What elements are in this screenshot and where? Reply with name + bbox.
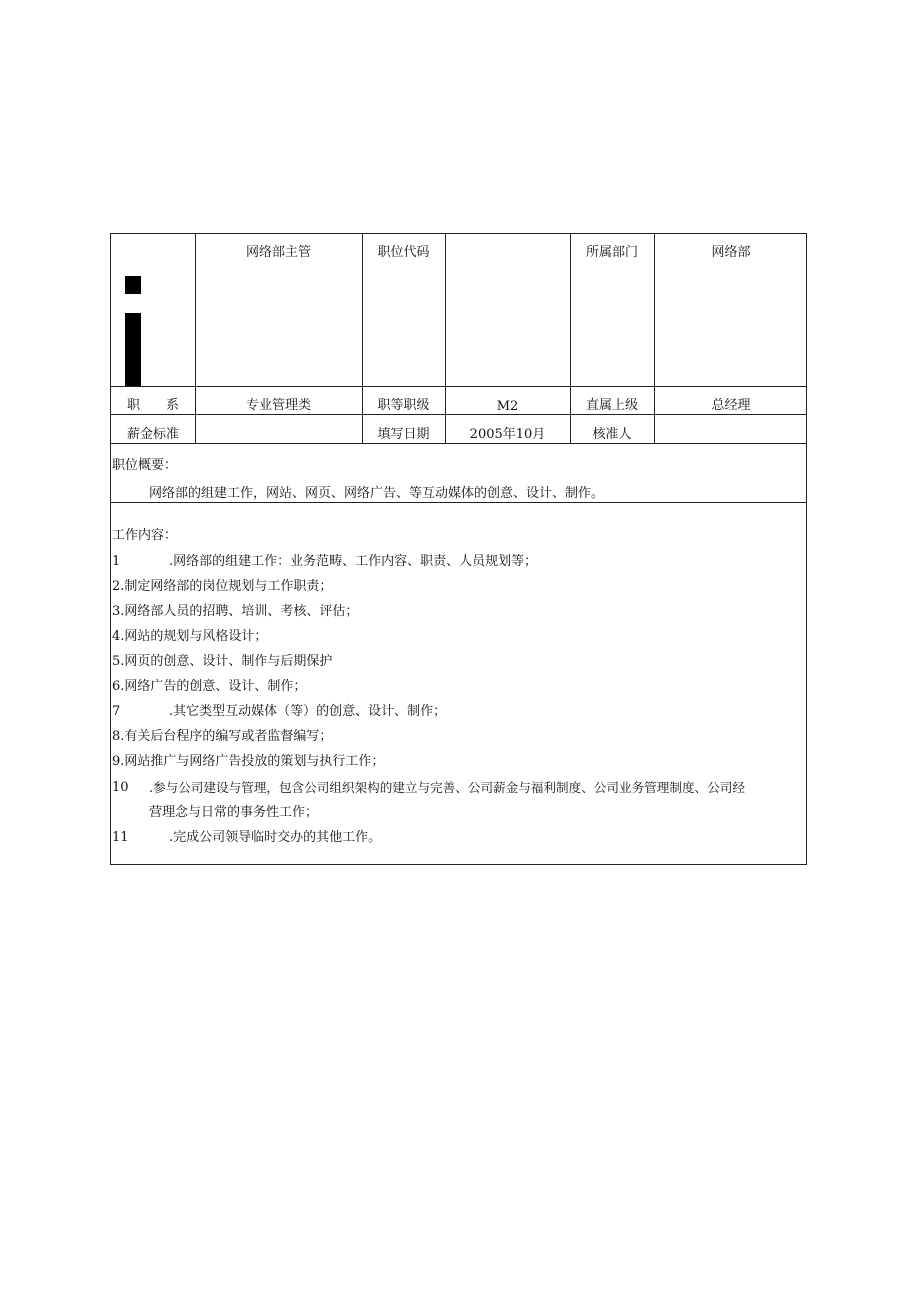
position-name: 网络部主管 [245, 245, 311, 260]
duty-item: 9.网站推广与网络广告投放的策划与执行工作； [112, 754, 385, 769]
row-divider [111, 502, 806, 503]
superior-label: 直属上级 [585, 398, 638, 413]
duty-item: 2.制定网络部的岗位规划与工作职责； [112, 579, 333, 594]
job-series-value: 专业管理类 [245, 398, 311, 413]
grade-label: 职等职级 [377, 398, 430, 413]
fill-date-value: 2005年10月 [469, 427, 546, 442]
salary-label: 薪金标准 [126, 427, 179, 442]
position-code-label: 职位代码 [377, 245, 430, 260]
superior-value: 总经理 [711, 398, 751, 413]
summary-title: 职位概要： [112, 458, 178, 473]
job-description-table [110, 233, 807, 865]
duty-item: 6.网络广告的创意、设计、制作； [112, 679, 307, 694]
duty-item: .参与公司建设与管理，包含公司组织架构的建立与完善、公司薪金与福利制度、公司业务管理制度、公司经 [149, 780, 745, 795]
grade-value: M2 [496, 399, 519, 414]
approver-label: 核准人 [592, 427, 632, 442]
fill-date-label: 填写日期 [377, 427, 430, 442]
row-divider [111, 386, 806, 387]
duty-item: 5.网页的创意、设计、制作与后期保护 [112, 654, 333, 669]
duty-item-continued: 营理念与日常的事务性工作； [149, 805, 319, 820]
duty-number: 1 [112, 554, 121, 569]
duty-item: 8.有关后台程序的编写或者监督编写； [112, 729, 333, 744]
duty-number: 7 [112, 704, 121, 719]
job-series-label: 职 系 [126, 398, 179, 413]
duties-title: 工作内容： [112, 528, 178, 543]
duty-number: 10 [112, 780, 129, 795]
logo-mark-square [125, 276, 141, 294]
duty-item: .其它类型互动媒体（等）的创意、设计、制作； [169, 704, 447, 719]
department-label: 所属部门 [585, 245, 638, 260]
duty-item: .网络部的组建工作：业务范畴、工作内容、职责、人员规划等； [169, 554, 538, 569]
duty-number: 11 [112, 830, 129, 845]
logo-mark-bar [125, 313, 141, 386]
department-value: 网络部 [711, 245, 751, 260]
duty-item: .完成公司领导临时交办的其他工作。 [169, 830, 382, 845]
row-divider [111, 443, 806, 444]
duty-item: 3.网络部人员的招聘、培训、考核、评估； [112, 604, 359, 619]
summary-text: 网络部的组建工作，网站、网页、网络广告、等互动媒体的创意、设计、制作。 [149, 486, 605, 501]
duty-item: 4.网站的规划与风格设计； [112, 629, 268, 644]
